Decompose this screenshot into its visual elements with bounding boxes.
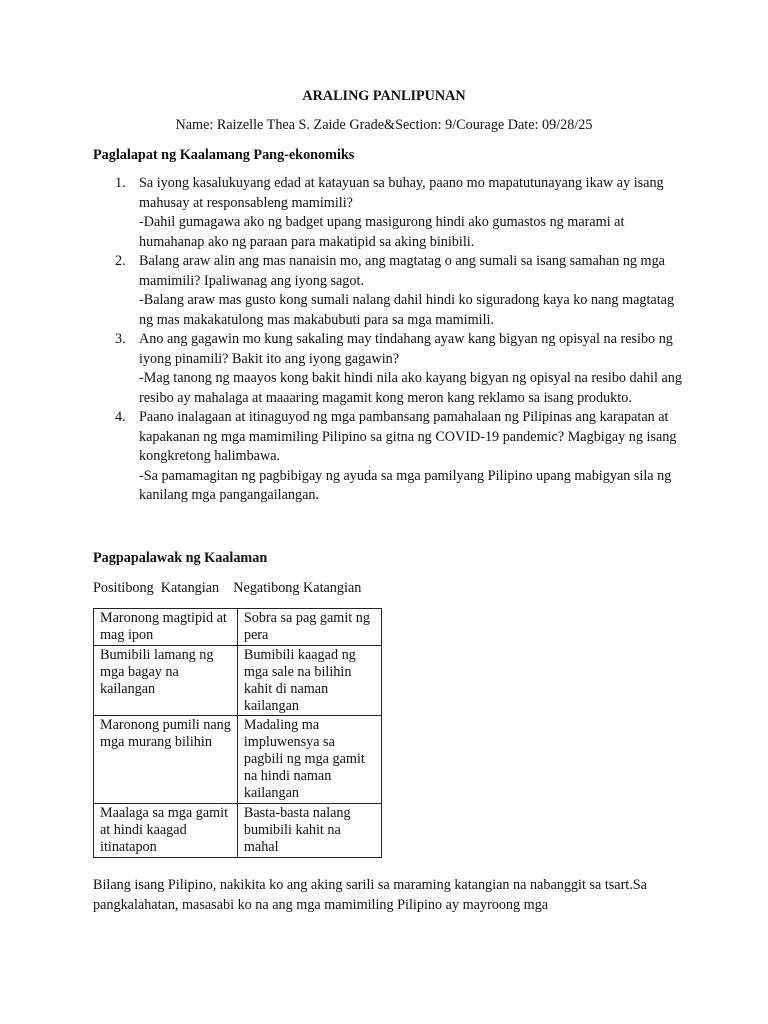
section-heading-pagpapalawak: Pagpapalawak ng Kaalaman: [93, 550, 268, 566]
student-info-line: Name: Raizelle Thea S. Zaide Grade&Section: 9/Courage Date: 09/28/25: [175, 117, 593, 133]
question-item: [93, 408, 683, 506]
traits-table: [93, 608, 382, 858]
positive-trait-cell: Maronong magtipid at mag ipon: [94, 609, 238, 646]
table-column-headings: Positibong Katangian Negatibong Katangian: [93, 580, 362, 596]
document-title: ARALING PANLIPUNAN: [302, 88, 466, 104]
positive-trait-cell: Bumibili lamang ng mga bagay na kailangan: [94, 645, 238, 716]
answer-text: -Dahil gumagawa ako ng badget upang masigurong hindi ako gumastos ng marami at humahanap ako ng paraan para makatipid sa aking binibili.: [139, 214, 625, 250]
section-heading-paglalapat: Paglalapat ng Kaalamang Pang-ekonomiks: [93, 147, 355, 163]
table-row: [94, 716, 382, 804]
positive-trait-cell: Maronong pumili nang mga murang bilihin: [94, 716, 238, 804]
question-text: Ano ang gagawin mo kung sakaling may tindahang ayaw kang bigyan ng opisyal na resibo ng iyong pinamili? Bakit ito ang iyong gagawin?: [139, 331, 673, 367]
question-text: Balang araw alin ang mas nanaisin mo, ang magtatag o ang sumali sa isang samahan ng mga mamimili? Ipaliwanag ang iyong sagot.: [139, 253, 665, 289]
question-number: 1.: [115, 175, 126, 191]
question-item: [93, 330, 683, 408]
question-text: Paano inalagaan at itinaguyod ng mga pambansang pamahalaan ng Pilipinas ang karapatan at kapakanan ng mga mamimiling Pilipino sa gitna ng COVID-19 pandemic? Magbigay ng isang kongkretong halimbawa.: [139, 409, 677, 464]
question-number: 3.: [115, 331, 126, 347]
positive-trait-cell: Maalaga sa mga gamit at hindi kaagad itinatapon: [94, 803, 238, 857]
question-item: [93, 252, 683, 330]
table-row: [94, 645, 382, 716]
negative-trait-cell: Bumibili kaagad ng mga sale na bilihin kahit di naman kailangan: [237, 645, 381, 716]
negative-trait-cell: Basta-basta nalang bumibili kahit na mahal: [237, 803, 381, 857]
question-list: [93, 174, 683, 506]
answer-text: -Sa pamamagitan ng pagbibigay ng ayuda sa mga pamilyang Pilipino upang mabigyan sila ng kanilang mga pangangailangan.: [139, 467, 672, 503]
negative-trait-cell: Sobra sa pag gamit ng pera: [237, 609, 381, 646]
table-row: [94, 803, 382, 857]
negative-trait-cell: Madaling ma impluwensya sa pagbili ng mga gamit na hindi naman kailangan: [237, 716, 381, 804]
question-number: 2.: [115, 253, 126, 269]
question-number: 4.: [115, 409, 126, 425]
question-text: Sa iyong kasalukuyang edad at katayuan sa buhay, paano mo mapatutunayang ikaw ay isang mahusay at responsableng mamimili?: [139, 175, 664, 211]
answer-text: -Mag tanong ng maayos kong bakit hindi nila ako kayang bigyan ng opisyal na resibo dahil ang resibo ay mahalaga at maaaring magamit kong meron kang reklamo sa isang produkto.: [139, 370, 682, 406]
table-row: [94, 609, 382, 646]
question-item: [93, 174, 683, 252]
answer-text: -Balang araw mas gusto kong sumali nalang dahil hindi ko siguradong kaya ko nang magtatag ng mas makakatulong mas makabubuti para sa mga mamimili.: [139, 292, 675, 328]
conclusion-paragraph: Bilang isang Pilipino, nakikita ko ang aking sarili sa maraming katangian na nabanggit sa tsart.Sa pangkalahatan, masasabi ko na ang mga mamimiling Pilipino ay mayroong mga: [93, 877, 647, 913]
